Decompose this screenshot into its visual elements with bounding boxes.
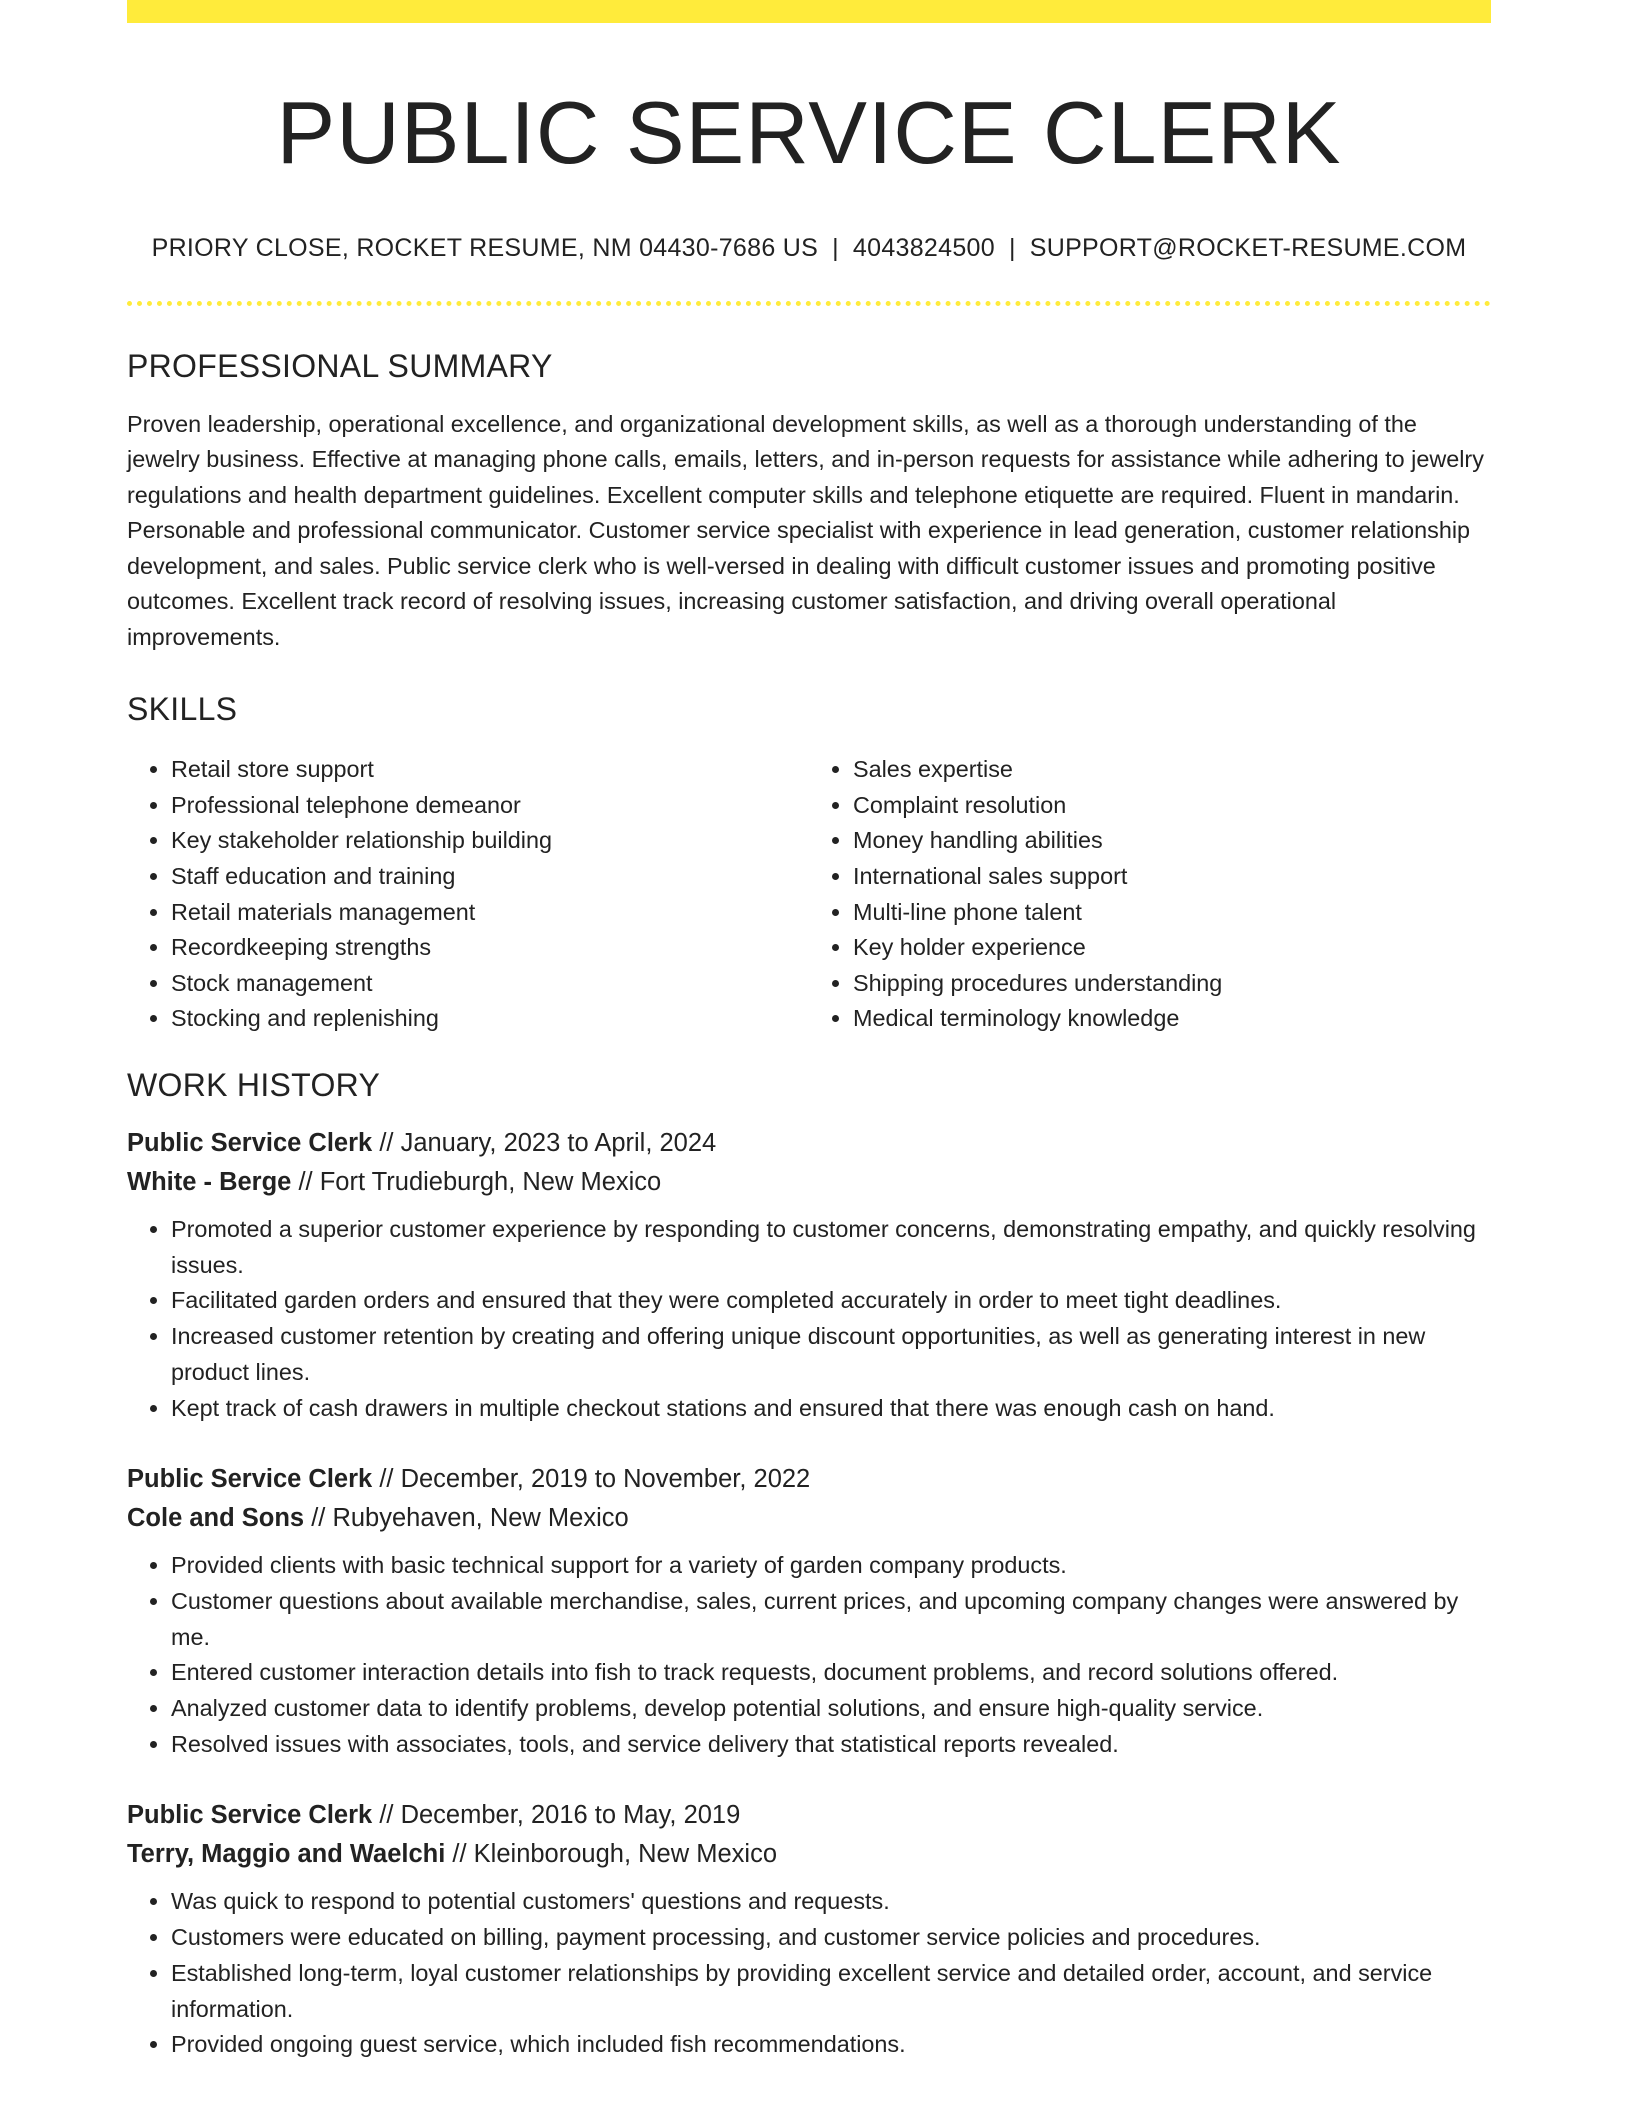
contact-address: PRIORY CLOSE, ROCKET RESUME, NM 04430-7686 US xyxy=(151,233,819,262)
job-bullet: • Increased customer retention by creating and offering unique discount opportunities, as well as generating interest in new product lines. xyxy=(171,1319,1491,1390)
skills-list xyxy=(127,752,1491,1037)
job-bullet: • Was quick to respond to potential customers' questions and requests. xyxy=(171,1884,1491,1920)
job-bullets xyxy=(127,1212,1491,1426)
job-company: White - Berge xyxy=(127,1168,292,1197)
job-company: Terry, Maggio and Waelchi xyxy=(127,1840,446,1869)
accent-top-bar xyxy=(127,0,1491,23)
skill-item: • Sales expertise xyxy=(853,752,1491,788)
job-title-line xyxy=(127,1460,1491,1499)
contact-email: SUPPORT@ROCKET-RESUME.COM xyxy=(1029,233,1467,262)
skill-item: • Recordkeeping strengths xyxy=(171,930,809,966)
job-bullets xyxy=(127,1884,1491,2063)
job-bullet: • Entered customer interaction details into fish to track requests, document problems, and record solutions offered. xyxy=(171,1655,1491,1691)
dotted-divider xyxy=(127,301,1491,306)
skill-item: • Retail materials management xyxy=(171,895,809,931)
job-location: // Fort Trudieburgh, New Mexico xyxy=(298,1168,662,1197)
work-history-heading: WORK HISTORY xyxy=(127,1067,381,1104)
skills-column-right xyxy=(809,752,1491,1037)
skill-item: • Key holder experience xyxy=(853,930,1491,966)
skill-item: • Shipping procedures understanding xyxy=(853,966,1491,1002)
contact-separator: | xyxy=(1008,233,1016,262)
job-location: // Rubyehaven, New Mexico xyxy=(311,1504,629,1533)
job-company: Cole and Sons xyxy=(127,1504,305,1533)
skill-item: • Money handling abilities xyxy=(853,823,1491,859)
job-bullet: • Analyzed customer data to identify problems, develop potential solutions, and ensure high-quality service. xyxy=(171,1691,1491,1727)
job-role: Public Service Clerk xyxy=(127,1801,373,1830)
job-role: Public Service Clerk xyxy=(127,1465,373,1494)
summary-text: Proven leadership, operational excellence, and organizational development skills, as well as a thorough understanding of the jewelry business. Effective at managing phone calls, emails, letters, and in-person requests for assistance while adhering to jewelry regulations and health department guidelines. Excellent computer skills and telephone etiquette are required. Fluent in mandarin. Personable and professional communicator. Customer service specialist with experience in lead generation, customer relationship development, and sales. Public service clerk who is well-versed in dealing with difficult customer issues and promoting positive outcomes. Excellent track record of resolving issues, increasing customer satisfaction, and driving overall operational improvements. xyxy=(127,410,1484,650)
skill-item: • Stock management xyxy=(171,966,809,1002)
skills-column-left xyxy=(127,752,809,1037)
skill-item: • Professional telephone demeanor xyxy=(171,788,809,824)
job-dates: // December, 2019 to November, 2022 xyxy=(379,1465,811,1494)
job-bullet: • Resolved issues with associates, tools, and service delivery that statistical reports revealed. xyxy=(171,1727,1491,1763)
job-entry xyxy=(127,1460,1491,1762)
job-title-line xyxy=(127,1796,1491,1835)
contact-phone: 4043824500 xyxy=(852,233,995,262)
candidate-name: PUBLIC SERVICE CLERK xyxy=(276,83,1342,182)
job-location: // Kleinborough, New Mexico xyxy=(452,1840,777,1869)
job-bullet: • Facilitated garden orders and ensured that they were completed accurately in order to meet tight deadlines. xyxy=(171,1283,1491,1319)
job-dates: // January, 2023 to April, 2024 xyxy=(379,1129,717,1158)
job-entry xyxy=(127,1796,1491,2063)
skill-item: • Complaint resolution xyxy=(853,788,1491,824)
resume-page xyxy=(127,0,1491,2063)
job-company-line xyxy=(127,1835,1491,1874)
summary-heading: PROFESSIONAL SUMMARY xyxy=(127,347,553,384)
skills-heading: SKILLS xyxy=(127,691,238,728)
job-company-line xyxy=(127,1163,1491,1202)
job-bullet: • Promoted a superior customer experience by responding to customer concerns, demonstrating empathy, and quickly resolving issues. xyxy=(171,1212,1491,1283)
skill-item: • Retail store support xyxy=(171,752,809,788)
job-dates: // December, 2016 to May, 2019 xyxy=(379,1801,741,1830)
skill-item: • Staff education and training xyxy=(171,859,809,895)
contact-line xyxy=(127,234,1491,263)
job-bullet: • Customers were educated on billing, payment processing, and customer service policies and procedures. xyxy=(171,1920,1491,1956)
skill-item: • International sales support xyxy=(853,859,1491,895)
job-company-line xyxy=(127,1499,1491,1538)
job-bullet: • Established long-term, loyal customer relationships by providing excellent service and detailed order, account, and service information. xyxy=(171,1956,1491,2027)
job-bullets xyxy=(127,1548,1491,1762)
job-bullet: • Kept track of cash drawers in multiple checkout stations and ensured that there was enough cash on hand. xyxy=(171,1391,1491,1427)
job-role: Public Service Clerk xyxy=(127,1129,373,1158)
job-bullet: • Provided clients with basic technical support for a variety of garden company products. xyxy=(171,1548,1491,1584)
skill-item: • Multi-line phone talent xyxy=(853,895,1491,931)
job-bullet: • Provided ongoing guest service, which included fish recommendations. xyxy=(171,2027,1491,2063)
job-entry xyxy=(127,1124,1491,1426)
contact-separator: | xyxy=(832,233,839,262)
skill-item: • Key stakeholder relationship building xyxy=(171,823,809,859)
job-title-line xyxy=(127,1124,1491,1163)
skill-item: • Stocking and replenishing xyxy=(171,1001,809,1037)
skill-item: • Medical terminology knowledge xyxy=(853,1001,1491,1037)
job-bullet: • Customer questions about available merchandise, sales, current prices, and upcoming company changes were answered by me. xyxy=(171,1584,1491,1655)
